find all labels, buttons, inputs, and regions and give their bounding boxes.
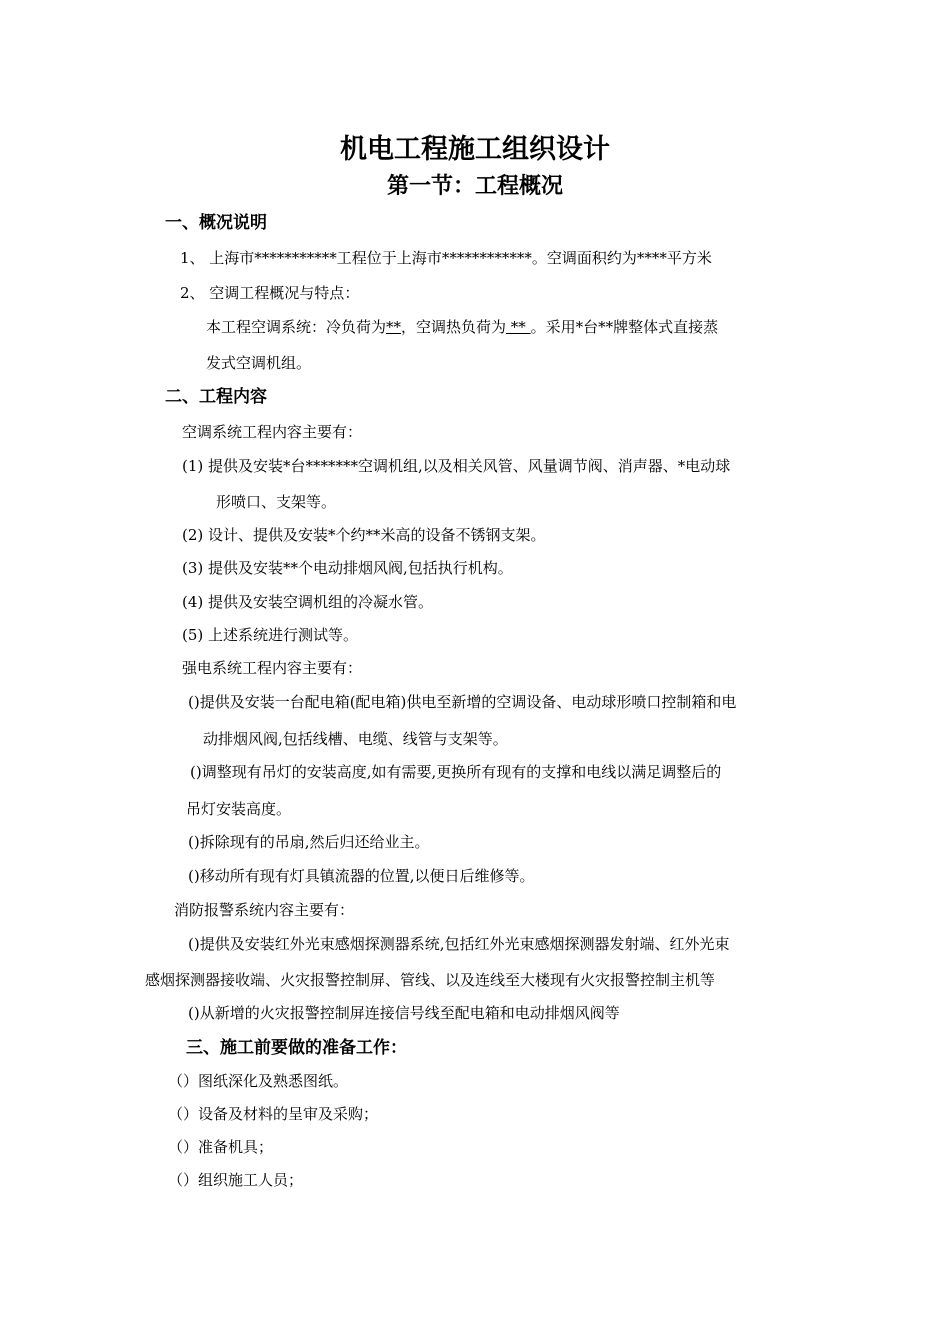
ac-item-1-cont: 形喷口、支架等。 [216,493,337,511]
cooling-load-value: ** [386,318,402,336]
ac-item-1: (1) 提供及安装*台*******空调机组,以及相关风管、风量调节阀、消声器、*电动球 [182,457,731,475]
prep-item-4: （）组织施工人员； [168,1171,304,1189]
ac-item-2: (2) 设计、提供及安装*个约**米高的设备不锈钢支架。 [182,526,546,544]
heating-load-value: ** [506,318,531,336]
fire-alarm-intro: 消防报警系统内容主要有： [174,901,355,919]
paragraph-text-c: 。采用*台**牌整体式直接蒸 [530,318,719,336]
heading-content: 二、工程内容 [165,387,267,407]
electrical-item-1: ()提供及安装一台配电箱(配电箱)供电至新增的空调设备、电动球形喷口控制箱和电 [188,693,737,711]
ac-intro: 空调系统工程内容主要有： [182,423,363,441]
electrical-item-1-cont: 动排烟风阀,包括线槽、电缆、线管与支架等。 [203,730,508,748]
overview-item-1: 1、 上海市***********工程位于上海市************。空调面积约为****平方米 [180,249,712,267]
ac-item-5: (5) 上述系统进行测试等。 [182,626,359,644]
electrical-item-2: ()调整现有吊灯的安装高度,如有需要,更换所有现有的支撑和电线以满足调整后的 [190,763,722,781]
fire-alarm-item-1: ()提供及安装红外光束感烟探测器系统,包括红外光束感烟探测器发射端、红外光束 [188,935,730,953]
overview-paragraph [206,317,718,337]
paragraph-text-b: ，空调热负荷为 [401,318,507,336]
overview-item-2: 2、 空调工程概况与特点： [180,284,360,302]
heading-preparation: 三、施工前要做的准备工作： [186,1038,407,1058]
overview-paragraph-cont: 发式空调机组。 [206,354,312,372]
ac-item-3: (3) 提供及安装**个电动排烟风阀,包括执行机构。 [182,559,513,577]
paragraph-text-a: 本工程空调系统：冷负荷为 [206,318,387,336]
electrical-item-2-cont: 吊灯安装高度。 [186,800,292,818]
fire-alarm-item-1-cont: 感烟探测器接收端、火灾报警控制屏、管线、以及连线至大楼现有火灾报警控制主机等 [145,971,716,989]
electrical-intro: 强电系统工程内容主要有： [182,659,363,677]
prep-item-2: （）设备及材料的呈审及采购； [168,1105,379,1123]
electrical-item-3: ()拆除现有的吊扇,然后归还给业主。 [188,833,430,851]
heading-overview: 一、概况说明 [165,213,267,233]
prep-item-1: （）图纸深化及熟悉图纸。 [168,1072,349,1090]
fire-alarm-item-2: ()从新增的火灾报警控制屏连接信号线至配电箱和电动排烟风阀等 [188,1004,620,1022]
electrical-item-4: ()移动所有现有灯具镇流器的位置,以便日后维修等。 [188,867,535,885]
ac-item-4: (4) 提供及安装空调机组的冷凝水管。 [182,593,434,611]
section-title: 第一节：工程概况 [386,174,563,199]
document-title: 机电工程施工组织设计 [340,134,610,165]
prep-item-3: （）准备机具； [168,1138,274,1156]
